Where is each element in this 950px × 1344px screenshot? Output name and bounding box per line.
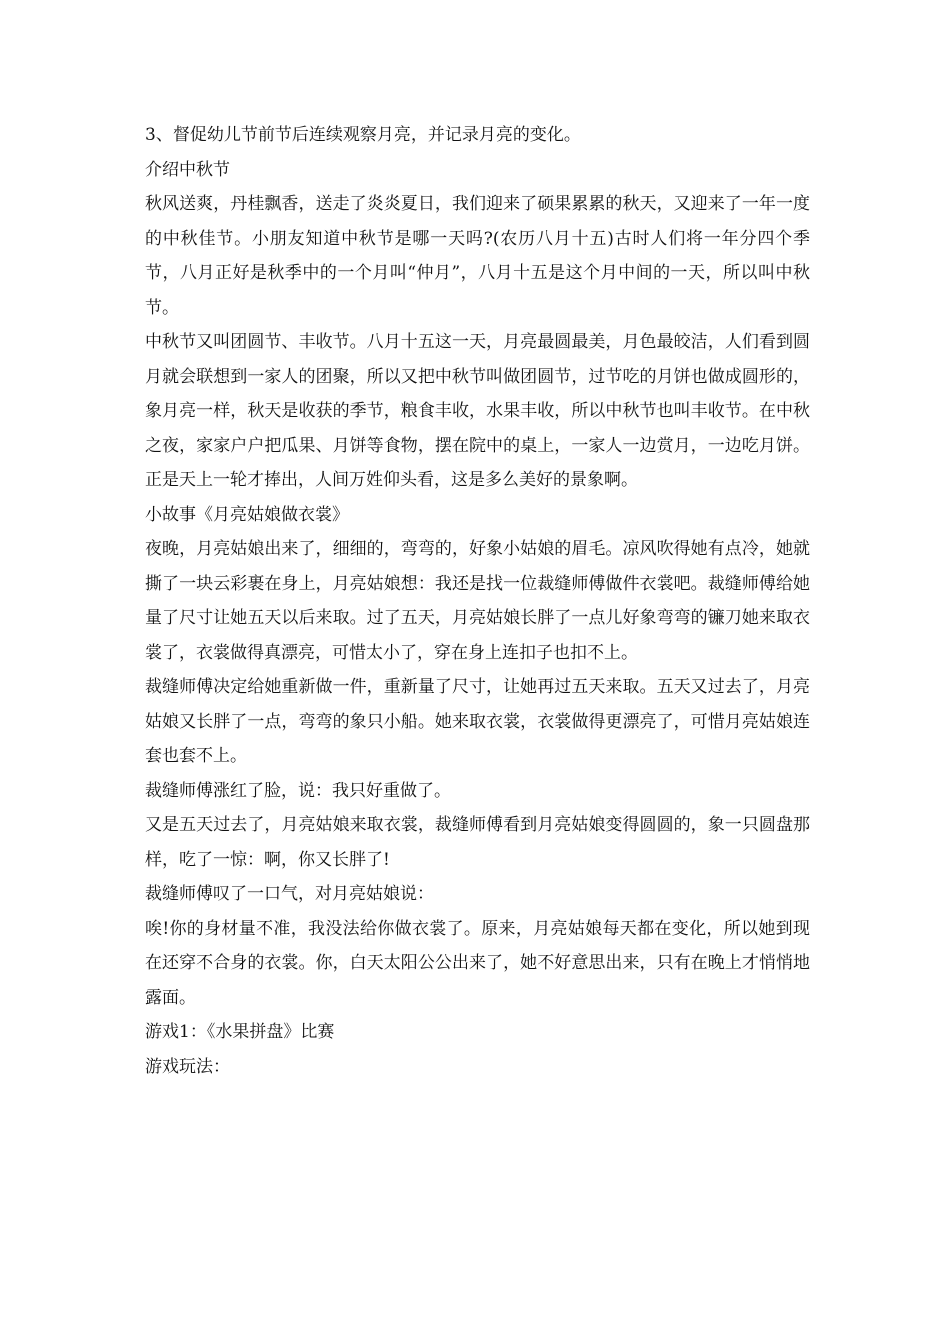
- paragraph-story-part-3: 裁缝师傅涨红了脸，说：我只好重做了。: [145, 780, 451, 801]
- paragraph-story-part-5: 裁缝师傅叹了一口气，对月亮姑娘说：: [145, 884, 434, 904]
- observation-task-line: 3、督促幼儿节前节后连续观察月亮，并记录月亮的变化。: [145, 125, 581, 145]
- section-heading-game-1: 游戏1：《水果拼盘》比赛: [145, 1022, 335, 1042]
- paragraph-reunion-festival: 中秋节又叫团圆节、丰收节。八月十五这一天，月亮最圆最美，月色最皎洁，人们看到圆月就会联想到一家人的团聚，所以又把中秋节叫做团圆节，过节吃的月饼也做成圆形的，象月亮一样，秋天是收获的季节，粮食丰收，水果丰收，所以中秋节也叫丰收节。在中秋之夜，家家户户把瓜果、月饼等食物，摆在院中的桌上，一家人一边赏月，一边吃月饼。正是天上一轮才捧出，人间万姓仰头看，这是多么美好的景象啊。: [145, 332, 810, 490]
- document-body: [145, 118, 810, 1084]
- paragraph-story-part-4: 又是五天过去了，月亮姑娘来取衣裳，裁缝师傅看到月亮姑娘变得圆圆的，象一只圆盘那样，吃了一惊：啊，你又长胖了!: [145, 815, 810, 870]
- section-heading-story: 小故事《月亮姑娘做衣裳》: [145, 504, 349, 525]
- paragraph-story-part-1: 夜晚，月亮姑娘出来了，细细的，弯弯的，好象小姑娘的眉毛。凉风吹得她有点冷，她就撕了一块云彩裹在身上，月亮姑娘想：我还是找一位裁缝师傅做件衣裳吧。裁缝师傅给她量了尺寸让她五天以后来取。过了五天，月亮姑娘长胖了一点儿好象弯弯的镰刀她来取衣裳了，衣裳做得真漂亮，可惜太小了，穿在身上连扣子也扣不上。: [145, 539, 810, 663]
- paragraph-autumn-intro: 秋风送爽，丹桂飘香，送走了炎炎夏日，我们迎来了硕果累累的秋天，又迎来了一年一度的中秋佳节。小朋友知道中秋节是哪一天吗?(农历八月十五)古时人们将一年分四个季节，八月正好是秋季中的一个月叫“仲月”，八月十五是这个月中间的一天，所以叫中秋节。: [145, 194, 810, 318]
- paragraph-story-part-6: 唉!你的身材量不准，我没法给你做衣裳了。原来，月亮姑娘每天都在变化，所以她到现在还穿不合身的衣裳。你，白天太阳公公出来了，她不好意思出来，只有在晚上才悄悄地露面。: [145, 918, 810, 1008]
- game-rules-label: 游戏玩法：: [145, 1056, 230, 1077]
- paragraph-story-part-2: 裁缝师傅决定给她重新做一件，重新量了尺寸，让她再过五天来取。五天又过去了，月亮姑娘又长胖了一点，弯弯的象只小船。她来取衣裳，衣裳做得更漂亮了，可惜月亮姑娘连套也套不上。: [145, 677, 810, 766]
- section-heading-mid-autumn-intro: 介绍中秋节: [145, 159, 230, 180]
